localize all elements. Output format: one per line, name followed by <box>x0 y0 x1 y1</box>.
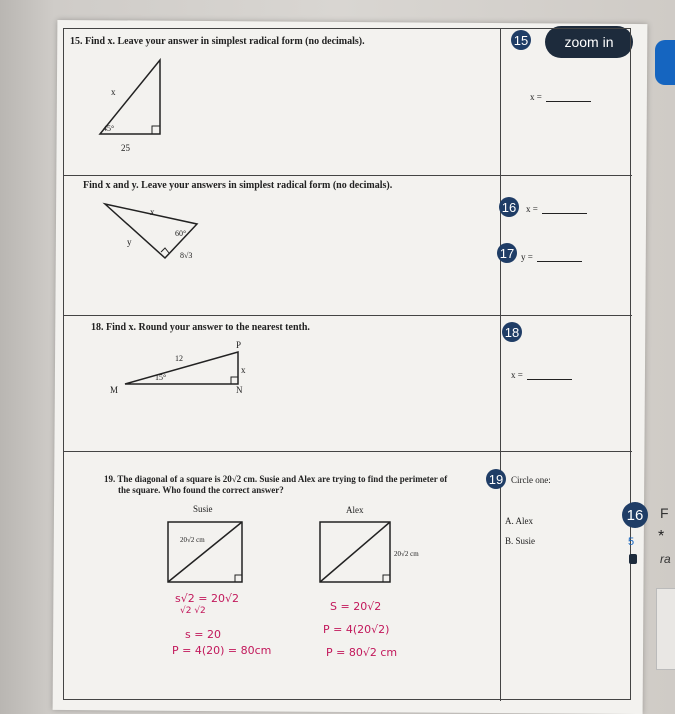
alex-work-line3: P = 80√2 cm <box>326 646 398 659</box>
alex-label: Alex <box>346 505 364 515</box>
q16-angle: 60° <box>175 229 187 238</box>
susie-work-line4: P = 4(20) = 80cm <box>172 644 272 657</box>
alex-diag-label: 20√2 cm <box>394 550 419 558</box>
side-panel-card <box>656 588 675 670</box>
q18-vertex-n: N <box>236 385 243 395</box>
q16-answer-field[interactable]: x = <box>526 204 587 214</box>
q16-side-y: y <box>127 237 132 247</box>
susie-work-line2: √2 √2 <box>180 606 206 616</box>
q18-side-x: x <box>241 365 246 375</box>
side-text-ra: ra <box>660 552 671 566</box>
side-digit: 5 <box>628 536 635 548</box>
q18-answer-field[interactable]: x = <box>511 370 572 380</box>
zoom-in-button[interactable]: zoom in <box>545 26 633 58</box>
q16-side-value: 8√3 <box>180 251 193 260</box>
q19-prompt-line2: the square. Who found the correct answer? <box>118 485 284 495</box>
answer-column-divider <box>500 29 501 701</box>
q18-vertex-m: M <box>110 385 119 395</box>
susie-square <box>168 522 243 584</box>
q19-option-a[interactable]: A. Alex <box>505 516 533 526</box>
divider-16 <box>64 315 632 316</box>
susie-work-line3: s = 20 <box>185 628 221 641</box>
q19-badge[interactable]: 19 <box>486 469 506 489</box>
side-letter-f: F <box>660 505 669 521</box>
q15-badge[interactable]: 15 <box>511 30 531 50</box>
alex-square <box>320 522 395 584</box>
q17-answer-field[interactable]: y = <box>521 252 582 262</box>
susie-diag-label: 20√2 cm <box>180 536 205 544</box>
susie-work-line1: s√2 = 20√2 <box>175 592 239 605</box>
q19-option-b[interactable]: B. Susie <box>505 536 536 546</box>
divider-15 <box>64 175 632 176</box>
q15-base: 25 <box>121 143 130 153</box>
q18-vertex-p: P <box>236 340 242 350</box>
q16-side-x: x <box>150 207 155 217</box>
alex-work-line1: S = 20√2 <box>330 600 382 613</box>
q15-answer-field[interactable]: x = <box>530 92 591 102</box>
q15-angle: 45° <box>103 124 115 133</box>
q16-badge[interactable]: 16 <box>499 197 519 217</box>
side-star: * <box>658 528 665 545</box>
q18-prompt: 18. Find x. Round your answer to the nearest tenth. <box>91 322 310 333</box>
q17-badge[interactable]: 17 <box>497 243 517 263</box>
q18-badge[interactable]: 18 <box>502 322 522 342</box>
q18-angle: 15° <box>155 373 167 382</box>
q18-triangle <box>125 350 250 390</box>
susie-label: Susie <box>193 504 213 514</box>
side-badge[interactable]: 16 <box>622 502 648 528</box>
divider-18 <box>64 451 632 452</box>
q18-hyp: 12 <box>175 354 183 363</box>
q15-prompt: 15. Find x. Leave your answer in simplest radical form (no decimals). <box>70 36 365 47</box>
q16-prompt: Find x and y. Leave your answers in simplest radical form (no decimals). <box>83 180 393 191</box>
side-panel-blue-tab[interactable] <box>655 40 675 85</box>
q19-prompt-line1: 19. The diagonal of a square is 20√2 cm. Susie and Alex are trying to find the perimeter of <box>104 474 448 484</box>
alex-work-line2: P = 4(20√2) <box>323 623 390 636</box>
q15-side-x: x <box>111 87 116 97</box>
q19-circle-one: Circle one: <box>511 475 551 485</box>
bookmark-icon[interactable] <box>629 554 637 564</box>
